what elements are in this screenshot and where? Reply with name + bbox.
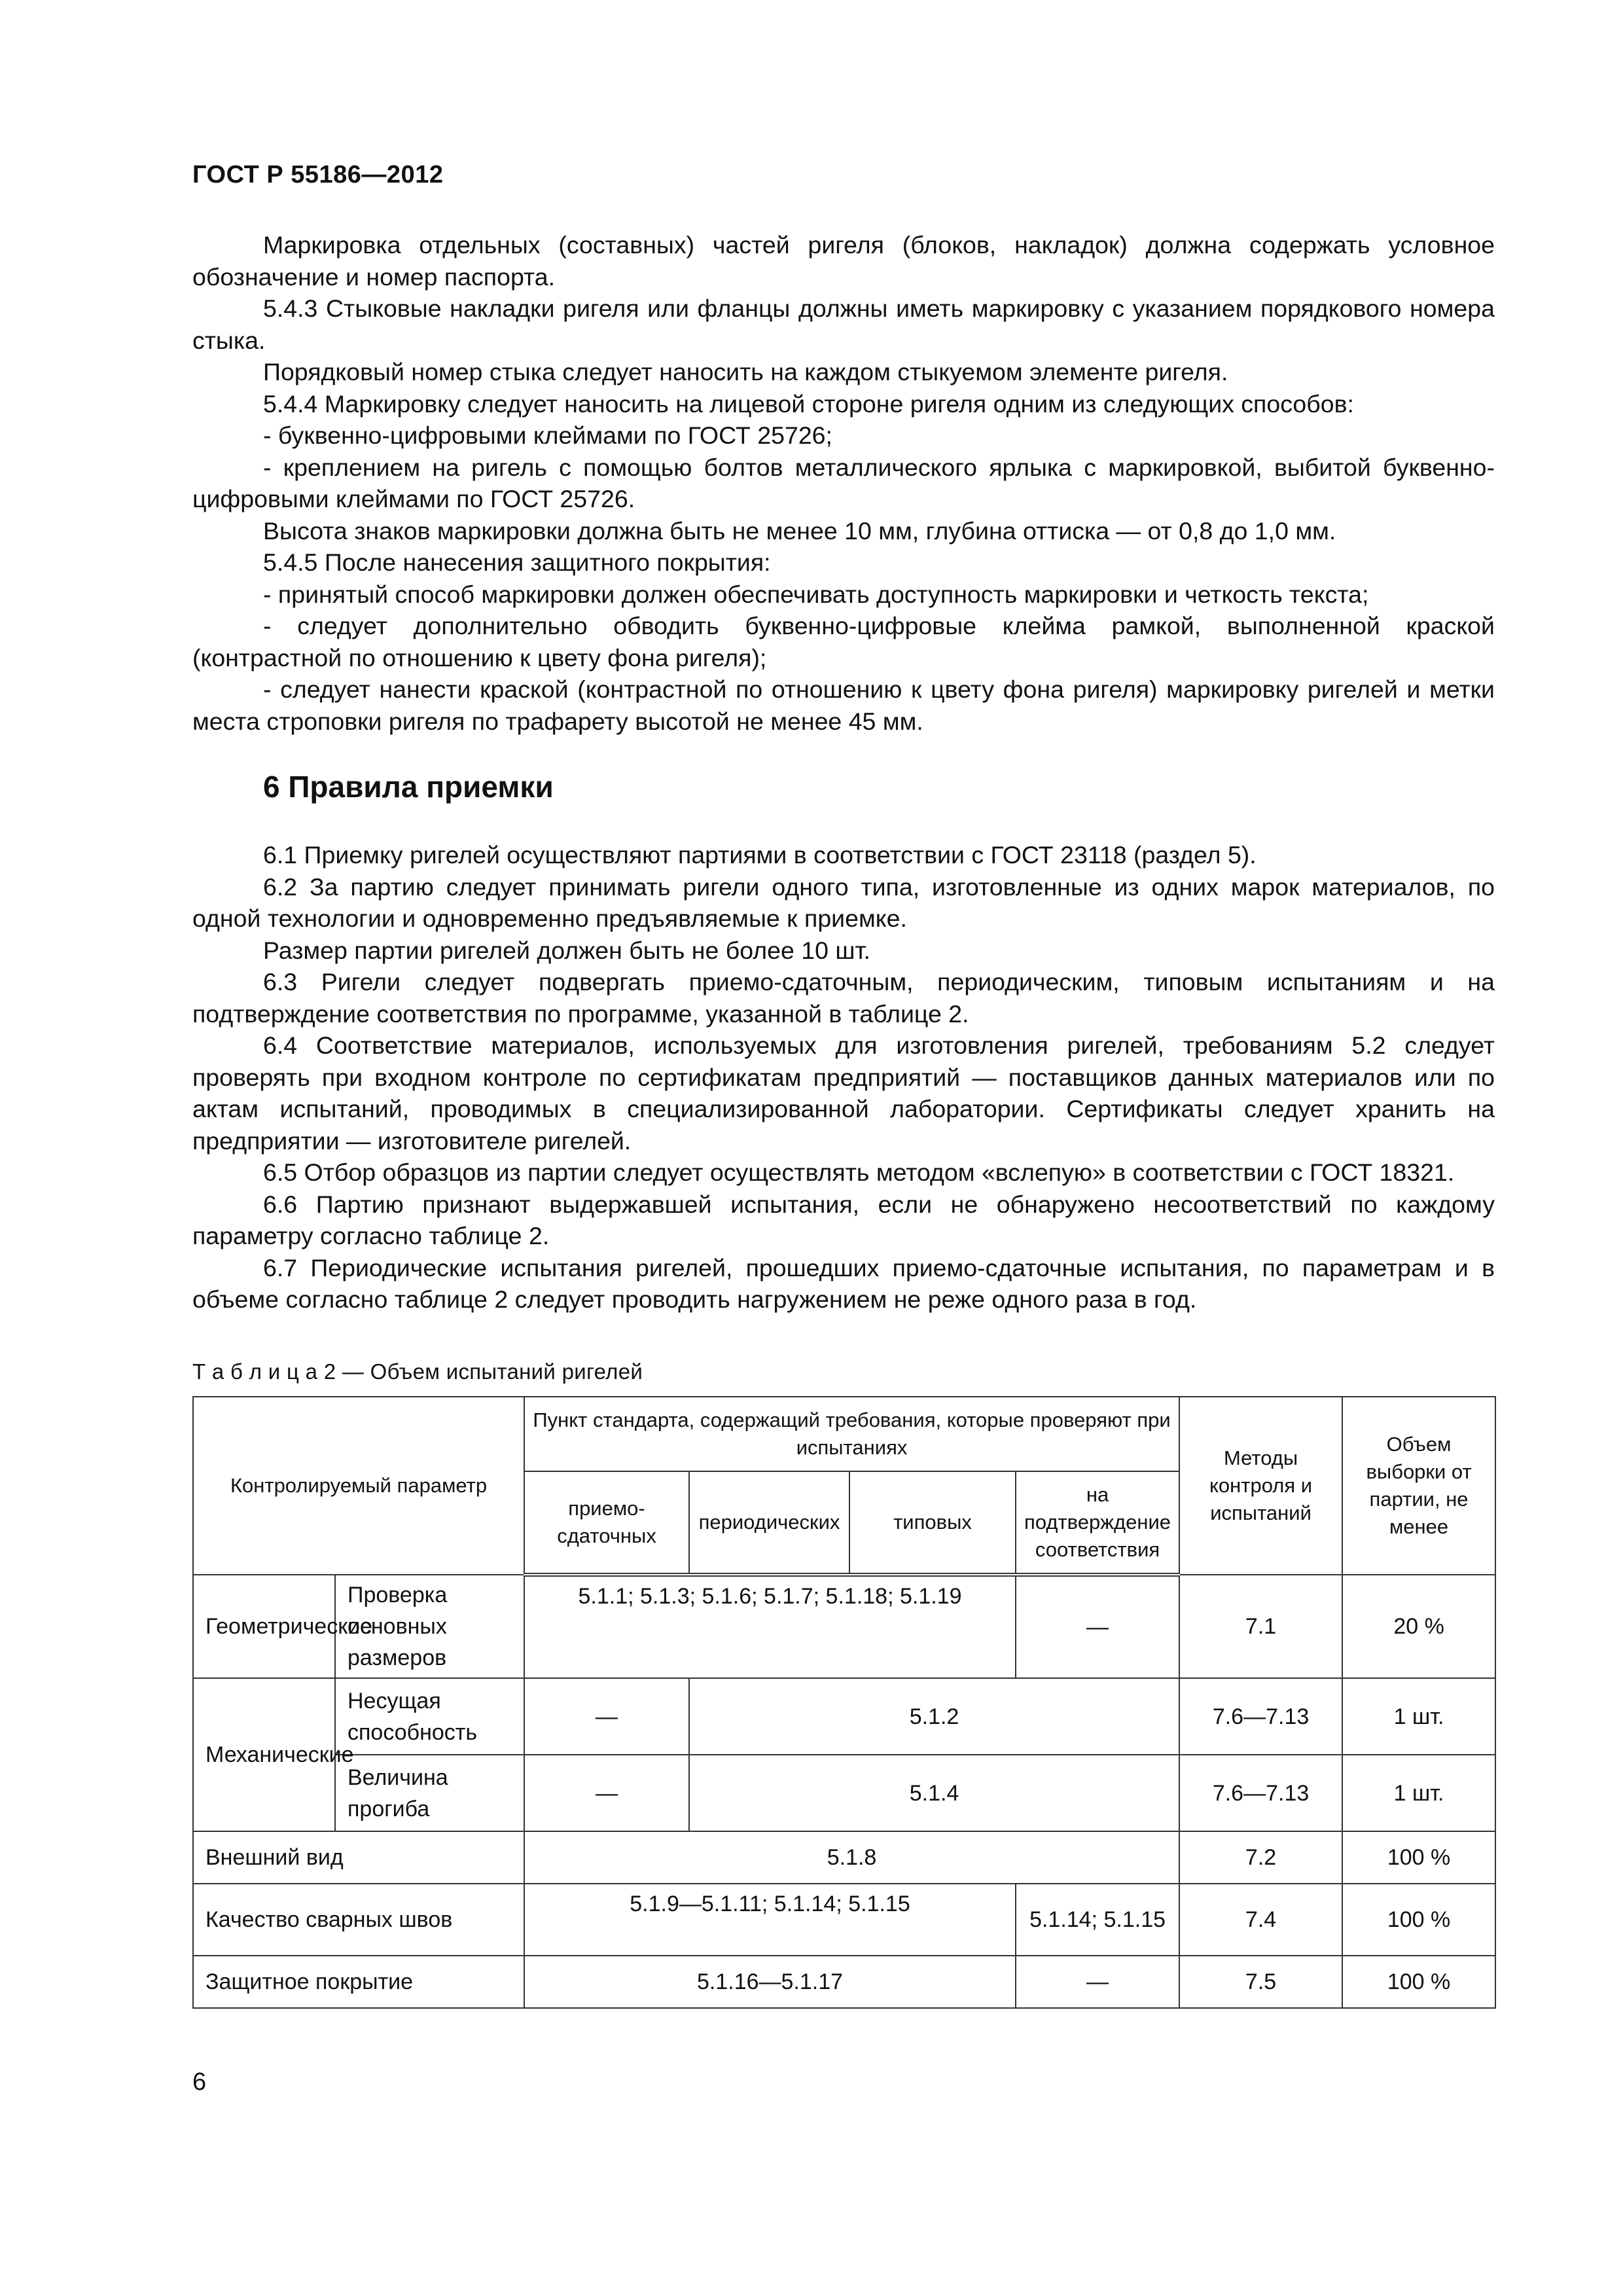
paragraph: Маркировка отдельных (составных) частей ригеля (блоков, накладок) должна содержать условное обозначение и номер паспорта. xyxy=(192,231,1495,291)
paragraph: Порядковый номер стыка следует наносить на каждом стыкуемом элементе ригеля. xyxy=(263,358,1228,386)
table-cell: 5.1.16—5.1.17 xyxy=(524,1956,1016,2008)
table-cell: 5.1.8 xyxy=(524,1831,1179,1884)
table-cell: Геометрические xyxy=(193,1575,335,1678)
table-cell: Защитное покрытие xyxy=(193,1956,524,2008)
table-cell: 100 % xyxy=(1342,1831,1495,1884)
table-cell: 7.2 xyxy=(1179,1831,1342,1884)
table-cell: — xyxy=(524,1678,689,1755)
table-cell: 5.1.9—5.1.11; 5.1.14; 5.1.15 xyxy=(524,1884,1016,1956)
table-cell: 5.1.14; 5.1.15 xyxy=(1016,1884,1179,1956)
table-row xyxy=(193,1755,1495,1831)
paragraph: 5.4.5 После нанесения защитного покрытия: xyxy=(263,548,771,576)
section-heading: 6 Правила приемки xyxy=(263,770,554,804)
table-cell: — xyxy=(1016,1575,1179,1678)
paragraph: 5.4.3 Стыковые накладки ригеля или фланцы должны иметь маркировку с указанием порядкового номера стыка. xyxy=(192,295,1495,354)
paragraph: Размер партии ригелей должен быть не более 10 шт. xyxy=(263,936,870,964)
table-cell: — xyxy=(1016,1956,1179,2008)
paragraph: 6.7 Периодические испытания ригелей, прошедших приемо-сдаточные испытания, по параметрам и в объеме согласно таблице 2 следует проводить нагружением не реже одного раза в год. xyxy=(192,1253,1495,1313)
table-cell: 5.1.2 xyxy=(689,1678,1179,1755)
list-item: - следует нанести краской (контрастной по отношению к цвету фона ригеля) маркировку ригелей и метки места строповки ригеля по трафарету высотой не менее 45 мм. xyxy=(192,675,1495,735)
list-item: - принятый способ маркировки должен обеспечивать доступность маркировки и четкость текста; xyxy=(263,580,1369,608)
table-cell: 5.1.4 xyxy=(689,1755,1179,1831)
list-item: - креплением на ригель с помощью болтов металлического ярлыка с маркировкой, выбитой буквенно-цифровыми клеймами по ГОСТ 25726. xyxy=(192,453,1495,512)
paragraph: 6.4 Соответствие материалов, используемых для изготовления ригелей, требованиям 5.2 следует проверять при входном контроле по сертификатам предприятий — поставщиков данных материалов или по актам испытаний, проводимых в специализированной лаборатории. Сертификаты следует хранить на предприятии — изготовителе ригелей. xyxy=(192,1031,1495,1155)
header-cell: Пункт стандарта, содержащий требования, которые проверяют при испытаниях xyxy=(524,1397,1179,1471)
table-cell: 7.6—7.13 xyxy=(1179,1755,1342,1831)
paragraph: 6.1 Приемку ригелей осуществляют партиями в соответствии с ГОСТ 23118 (раздел 5). xyxy=(263,841,1257,869)
table-cell: 100 % xyxy=(1342,1884,1495,1956)
table-cell: 1 шт. xyxy=(1342,1678,1495,1755)
table-cell: 7.4 xyxy=(1179,1884,1342,1956)
page-number: 6 xyxy=(192,2068,207,2096)
document-body xyxy=(192,229,1495,1316)
table-row xyxy=(193,1678,1495,1755)
table-caption: Т а б л и ц а 2 — Объем испытаний ригелей xyxy=(192,1359,643,1384)
paragraph: 6.5 Отбор образцов из партии следует осуществлять методом «вслепую» в соответствии с ГОСТ 18321. xyxy=(263,1158,1455,1186)
table-row xyxy=(193,1884,1495,1956)
header-cell: на подтверждение соответствия xyxy=(1016,1471,1179,1575)
table-cell: Качество сварных швов xyxy=(193,1884,524,1956)
header-cell: периодических xyxy=(689,1471,849,1575)
table-cell: 7.1 xyxy=(1179,1575,1342,1678)
table-cell: 20 % xyxy=(1342,1575,1495,1678)
table-row xyxy=(193,1575,1495,1678)
header-cell: Методы контроля и испытаний xyxy=(1179,1397,1342,1575)
paragraph: 6.6 Партию признают выдержавшей испытания, если не обнаружено несоответствий по каждому параметру согласно таблице 2. xyxy=(192,1190,1495,1249)
table-cell: — xyxy=(524,1755,689,1831)
table-row xyxy=(193,1831,1495,1884)
table-cell: Механические xyxy=(193,1678,335,1831)
document-code-header: ГОСТ Р 55186—2012 xyxy=(192,161,444,188)
table-row xyxy=(193,1956,1495,2008)
paragraph: 5.4.4 Маркировку следует наносить на лицевой стороне ригеля одним из следующих способов: xyxy=(263,389,1354,418)
paragraph: 6.2 За партию следует принимать ригели одного типа, изготовленные из одних марок материалов, по одной технологии и одновременно предъявляемые к приемке. xyxy=(192,872,1495,932)
header-cell: типовых xyxy=(849,1471,1016,1575)
test-scope-table xyxy=(192,1396,1496,2009)
table-cell: 1 шт. xyxy=(1342,1755,1495,1831)
table-cell: 5.1.1; 5.1.3; 5.1.6; 5.1.7; 5.1.18; 5.1.19 xyxy=(524,1575,1016,1678)
table-cell: 100 % xyxy=(1342,1956,1495,2008)
list-item: - буквенно-цифровыми клеймами по ГОСТ 25726; xyxy=(263,422,832,449)
header-cell: приемо-сдаточных xyxy=(524,1471,689,1575)
header-cell: Объем выборки от партии, не менее xyxy=(1342,1397,1495,1575)
table-cell: 7.6—7.13 xyxy=(1179,1678,1342,1755)
table-cell: 7.5 xyxy=(1179,1956,1342,2008)
table-cell: Проверка основных размеров xyxy=(335,1575,524,1678)
header-cell: Контролируемый параметр xyxy=(193,1397,524,1575)
table-cell: Несущая способность xyxy=(335,1678,524,1755)
table-cell: Величина прогиба xyxy=(335,1755,524,1831)
list-item: - следует дополнительно обводить буквенно-цифровые клейма рамкой, выполненной краской (контрастной по отношению к цвету фона ригеля); xyxy=(192,612,1495,672)
paragraph: 6.3 Ригели следует подвергать приемо-сдаточным, периодическим, типовым испытаниям и на подтверждение соответствия по программе, указанной в таблице 2. xyxy=(192,968,1495,1028)
paragraph: Высота знаков маркировки должна быть не менее 10 мм, глубина оттиска — от 0,8 до 1,0 мм. xyxy=(263,516,1336,545)
table-cell: Внешний вид xyxy=(193,1831,524,1884)
